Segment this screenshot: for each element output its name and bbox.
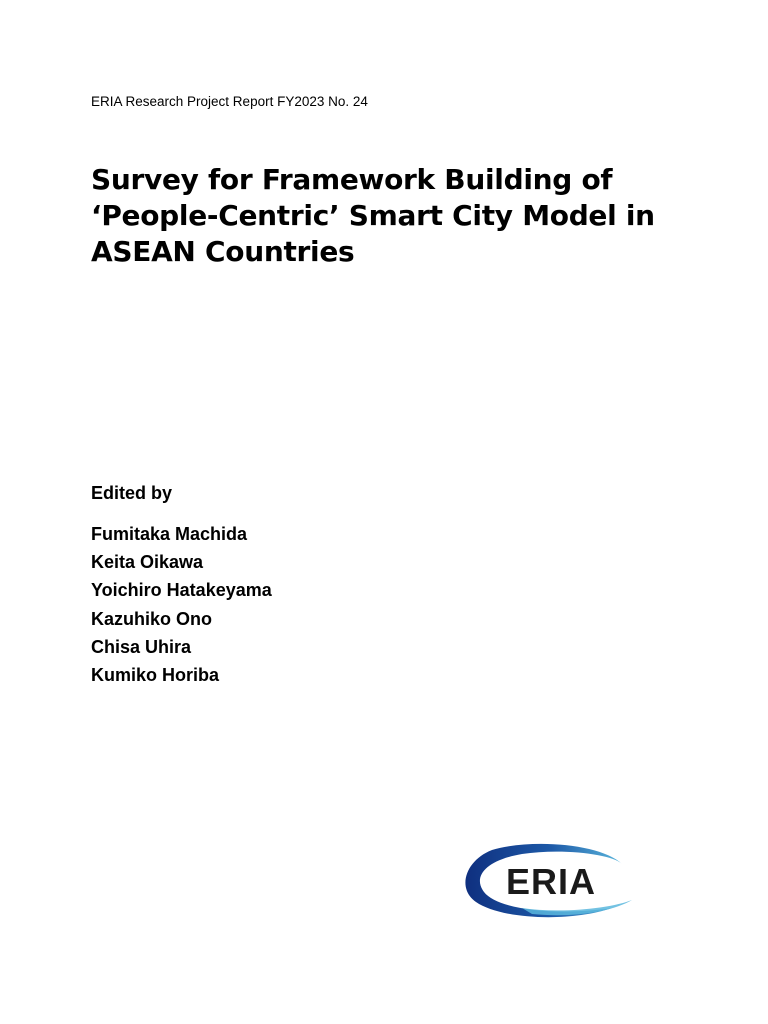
editor-name: Keita Oikawa <box>91 552 204 573</box>
logo-text: ERIA <box>506 861 597 902</box>
eria-logo <box>462 842 668 922</box>
edited-by-label: Edited by <box>91 483 173 503</box>
title-line: ‘People-Centric’ Smart City Model in <box>91 199 655 232</box>
logo-swoosh-accent <box>522 900 632 915</box>
title-line: Survey for Framework Building of <box>91 163 613 196</box>
title-line: ASEAN Countries <box>91 235 355 268</box>
editor-name: Fumitaka Machida <box>91 524 248 544</box>
editor-name: Kumiko Horiba <box>91 665 220 686</box>
report-series-label: ERIA Research Project Report FY2023 No. 24 <box>91 94 368 109</box>
editor-name: Yoichiro Hatakeyama <box>91 580 272 601</box>
report-title <box>91 162 691 270</box>
editor-list <box>91 520 272 689</box>
editor-name: Kazuhiko Ono <box>91 608 212 629</box>
editor-name: Chisa Uhira <box>91 636 192 657</box>
